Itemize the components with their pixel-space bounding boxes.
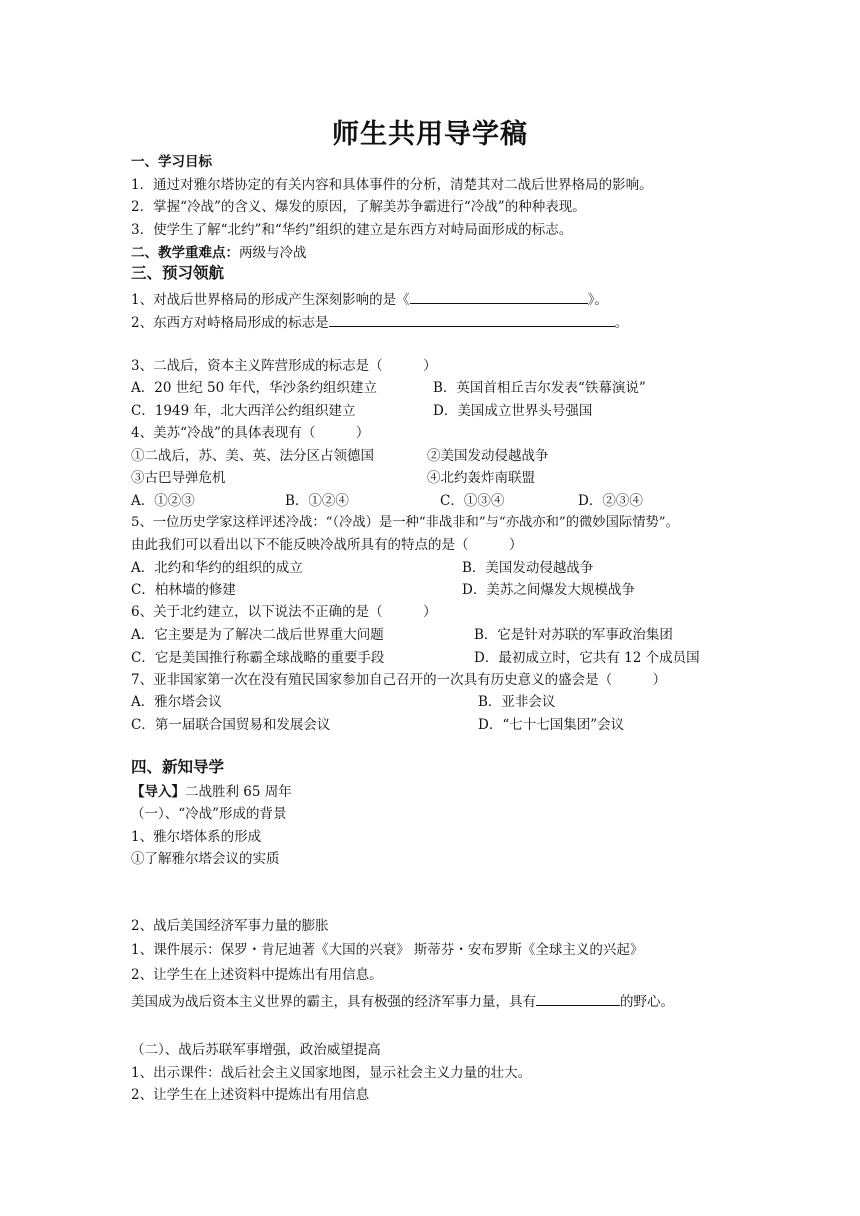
q4-option-d: D．②③④: [578, 493, 643, 509]
part-2-title: （二）、战后苏联军事增强，政治威望提高: [131, 1042, 381, 1058]
q6-option-b: B．它是针对苏联的军事政治集团: [474, 627, 673, 643]
q3-option-b: B．英国首相丘吉尔发表“铁幕演说”: [433, 380, 646, 396]
q5-option-a: A．北约和华约的组织的成立: [131, 560, 303, 576]
ambition-answer-blank[interactable]: [536, 992, 620, 1006]
q2-text-end: 。: [614, 315, 629, 331]
q3-option-d: D．美国成立世界头号强国: [433, 403, 593, 419]
part-1-item-2c: [131, 992, 674, 1010]
section-heading-new-knowledge: 四、新知导学: [131, 758, 225, 776]
section-heading-objectives: 一、学习目标: [131, 154, 212, 170]
intro-line: [131, 784, 292, 800]
intro-text: 二战胜利 65 周年: [185, 784, 292, 800]
part-1-item-2c-text: 美国成为战后资本主义世界的霸主，具有极强的经济军事力量，具有: [131, 994, 536, 1010]
part-1-item-1a: ①了解雅尔塔会议的实质: [131, 851, 280, 867]
key-points-text: 两级与冷战: [239, 245, 307, 261]
q3-option-c: C．1949 年，北大西洋公约组织建立: [131, 403, 356, 419]
preview-question-2: [131, 313, 628, 331]
q4-option-a: A．①②③: [131, 493, 195, 509]
objective-item-2: 2．掌握“冷战”的含义、爆发的原因，了解美苏争霸进行“冷战”的种种表现。: [131, 199, 586, 215]
q2-text: 2、东西方对峙格局形成的标志是: [131, 315, 329, 331]
key-points-line: [131, 245, 307, 261]
part-1-item-2: 2、战后美国经济军事力量的膨胀: [131, 918, 329, 934]
q7-option-c: C．第一届联合国贸易和发展会议: [131, 717, 331, 733]
q2-answer-blank[interactable]: [329, 313, 615, 327]
q1-text-end: 》。: [587, 292, 608, 308]
q4-statement-3: ③古巴导弹危机: [131, 470, 226, 486]
preview-question-1: [131, 290, 608, 308]
part-2-item-2: 2、让学生在上述资料中提炼出有用信息: [131, 1087, 370, 1103]
q5-option-d: D．美苏之间爆发大规模战争: [462, 582, 635, 598]
preview-question-4: 4、美苏“冷战”的具体表现有（ ）: [131, 425, 370, 441]
q4-statement-1: ①二战后，苏、美、英、法分区占领德国: [131, 448, 374, 464]
q1-text: 1、对战后世界格局的形成产生深刻影响的是《: [131, 292, 410, 308]
preview-question-6: 6、关于北约建立，以下说法不正确的是（ ）: [131, 604, 437, 620]
document-title: 师生共用导学稿: [332, 119, 528, 150]
preview-question-7: 7、亚非国家第一次在没有殖民国家参加自己召开的一次具有历史意义的盛会是（ ）: [131, 672, 667, 688]
q4-option-b: B．①②④: [285, 493, 349, 509]
part-1-item-2a: 1、课件展示：保罗・肯尼迪著《大国的兴衰》 斯蒂芬・安布罗斯《全球主义的兴起》: [131, 942, 644, 958]
q4-statement-2: ②美国发动侵越战争: [427, 448, 549, 464]
q7-option-d: D．“七十七国集团”会议: [478, 717, 625, 733]
q4-option-c: C．①③④: [440, 493, 505, 509]
q5-option-c: C．柏林墙的修建: [131, 582, 236, 598]
part-1-item-2c-text-end: 的野心。: [620, 994, 674, 1010]
q7-option-b: B．亚非会议: [478, 694, 556, 710]
q1-answer-blank[interactable]: [410, 290, 588, 304]
objective-item-1: 1．通过对雅尔塔协定的有关内容和具体事件的分析，清楚其对二战后世界格局的影响。: [131, 177, 653, 193]
preview-question-3: 3、二战后，资本主义阵营形成的标志是（ ）: [131, 358, 437, 374]
part-1-item-2b: 2、让学生在上述资料中提炼出有用信息。: [131, 967, 383, 983]
q6-option-d: D．最初成立时，它共有 12 个成员国: [474, 650, 700, 666]
part-1-title: （一）、“冷战”形成的背景: [131, 806, 287, 822]
q7-option-a: A．雅尔塔会议: [131, 694, 222, 710]
preview-question-5-line-2: 由此我们可以看出以下不能反映冷战所具有的特点的是（ ）: [131, 537, 523, 553]
objective-item-3: 3．使学生了解“北约”和“华约”组织的建立是东西方对峙局面形成的标志。: [131, 222, 573, 238]
section-heading-preview: 三、预习领航: [131, 264, 225, 282]
q6-option-c: C．它是美国推行称霸全球战略的重要手段: [131, 650, 385, 666]
section-heading-key-points: 二、教学重难点：: [131, 245, 239, 261]
part-2-item-1: 1、出示课件：战后社会主义国家地图，显示社会主义力量的壮大。: [131, 1065, 532, 1081]
q6-option-a: A．它主要是为了解决二战后世界重大问题: [131, 627, 384, 643]
preview-question-5-line-1: 5、一位历史学家这样评述冷战：“（冷战）是一种“非战非和”与“亦战亦和”的微妙国际情势”。: [131, 515, 679, 530]
q5-option-b: B．美国发动侵越战争: [462, 560, 594, 576]
q4-statement-4: ④北约轰炸南联盟: [427, 470, 535, 486]
part-1-item-1: 1、雅尔塔体系的形成: [131, 829, 262, 845]
q3-option-a: A．20 世纪 50 年代，华沙条约组织建立: [131, 380, 377, 396]
intro-tag: 【导入】: [131, 784, 185, 800]
